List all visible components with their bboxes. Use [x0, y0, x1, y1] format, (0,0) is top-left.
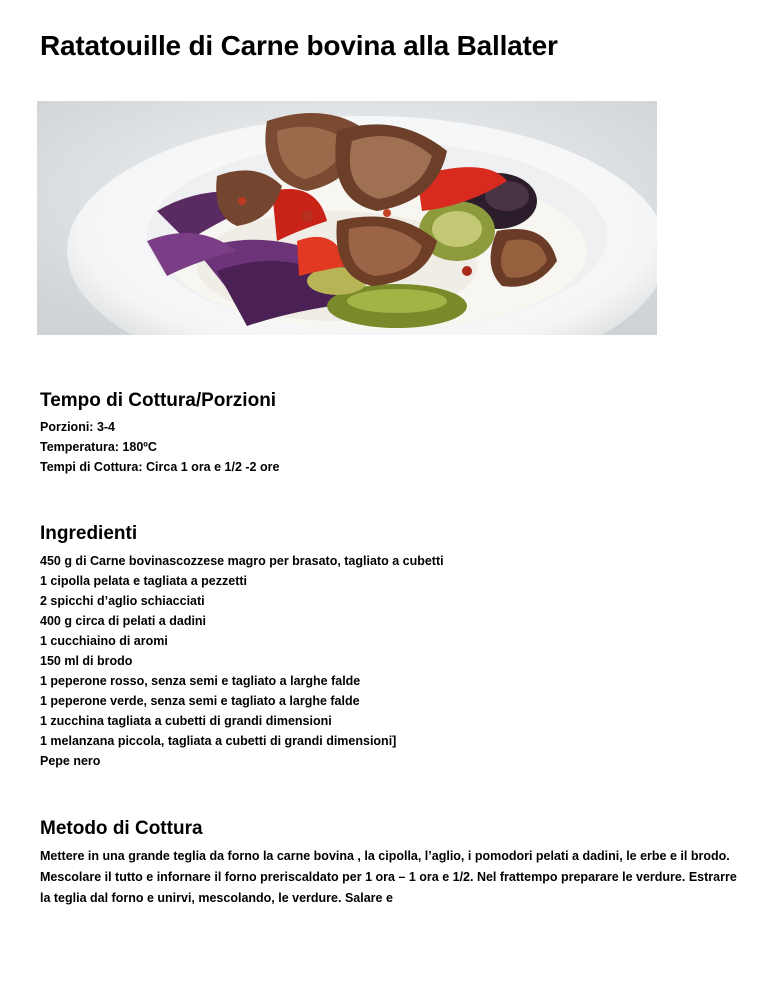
cooking-time-line: Tempi di Cottura: Circa 1 ora e 1/2 -2 ore [40, 460, 280, 474]
ingredient-item: 1 peperone rosso, senza semi e tagliato a larghe falde [40, 674, 361, 688]
ingredients-list [40, 551, 444, 771]
ingredient-item: 150 ml di brodo [40, 654, 133, 668]
ingredient-item: 450 g di Carne bovinascozzese magro per brasato, tagliato a cubetti [40, 554, 444, 568]
cooking-heading: Tempo di Cottura/Porzioni [40, 390, 277, 411]
ingredient-item: 400 g circa di pelati a dadini [40, 614, 207, 628]
recipe-photo [37, 101, 657, 335]
recipe-title: Ratatouille di Carne bovina alla Ballater [40, 30, 558, 61]
ingredient-item: 2 spicchi d’aglio schiacciati [40, 594, 205, 608]
servings-line: Porzioni: 3-4 [40, 420, 116, 434]
ingredient-item: 1 cucchiaino di aromi [40, 634, 168, 648]
ingredient-item: 1 cipolla pelata e tagliata a pezzetti [40, 574, 248, 588]
temperature-line: Temperatura: 180ºC [40, 440, 157, 454]
ingredient-item: 1 peperone verde, senza semi e tagliato a larghe falde [40, 694, 360, 708]
ingredients-heading: Ingredienti [40, 523, 138, 544]
ingredient-item: 1 zucchina tagliata a cubetti di grandi dimensioni [40, 714, 332, 728]
ingredient-item: Pepe nero [40, 754, 101, 768]
method-heading: Metodo di Cottura [40, 818, 203, 839]
cooking-details [40, 417, 279, 477]
ingredient-item: 1 melanzana piccola, tagliata a cubetti di grandi dimensioni] [40, 734, 397, 748]
method-text: Mettere in una grande teglia da forno la carne bovina , la cipolla, l’aglio, i pomodori pelati a dadini, le erbe e il brodo. Mescolare il tutto e infornare il forno preriscaldato per 1 ora – 1 ora e 1/2. Nel frattempo preparare le verdure. Estrarre la teglia dal forno e unirvi, mescolando, le verdure. Salare e [40, 849, 737, 905]
